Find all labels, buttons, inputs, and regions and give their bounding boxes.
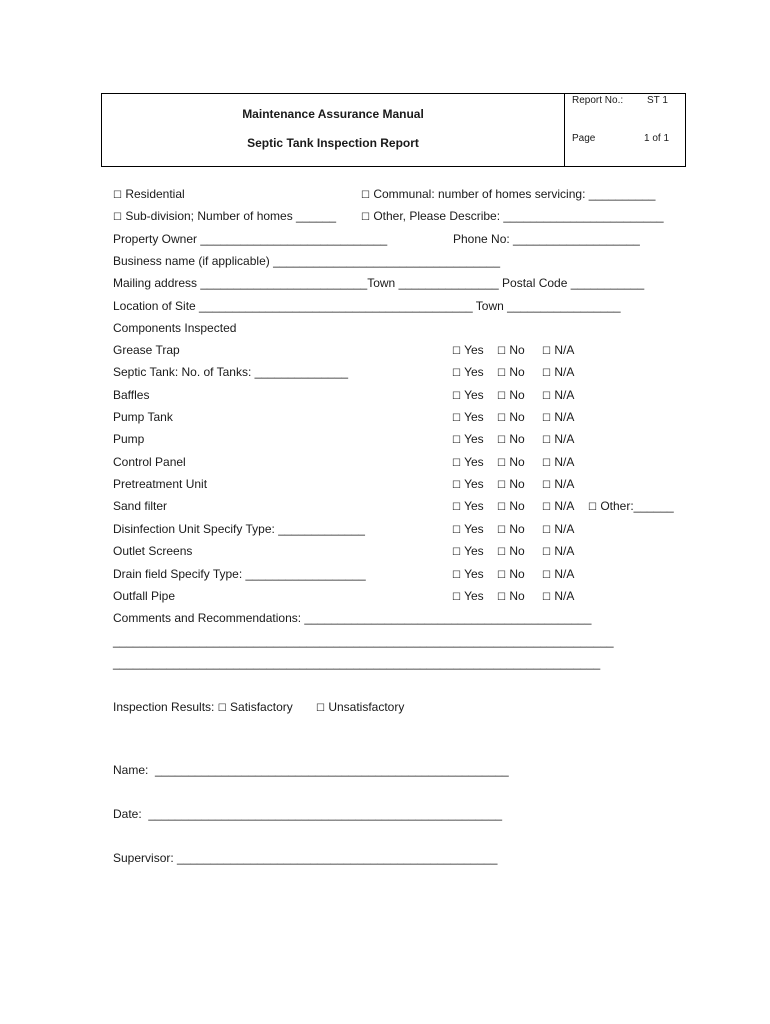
component-item[interactable] — [113, 388, 149, 402]
option-na[interactable] — [542, 343, 574, 357]
option-yes[interactable] — [452, 499, 484, 513]
option-no[interactable] — [497, 589, 525, 603]
option-na[interactable] — [542, 522, 574, 536]
component-item[interactable] — [113, 589, 175, 603]
option-no-label: No — [509, 432, 525, 446]
option-na-label: N/A — [554, 499, 575, 513]
option-no[interactable] — [497, 522, 525, 536]
option-no-label: No — [509, 343, 525, 357]
comments-line-2[interactable]: ___________________________________________________________________________ — [113, 634, 614, 648]
component-item[interactable] — [113, 544, 192, 558]
option-yes[interactable] — [452, 567, 484, 581]
option-yes[interactable] — [452, 365, 484, 379]
option-na-label: N/A — [554, 455, 575, 469]
option-yes-label: Yes — [464, 432, 484, 446]
communal-label: Communal: number of homes servicing: __________ — [373, 187, 656, 201]
checkbox-no[interactable]: ☐ — [497, 368, 506, 379]
checkbox-na[interactable]: ☐ — [542, 525, 551, 536]
option-na[interactable] — [542, 388, 574, 402]
option-no[interactable] — [497, 455, 525, 469]
option-yes-label: Yes — [464, 589, 484, 603]
option-na-label: N/A — [554, 365, 575, 379]
option-yes[interactable] — [452, 522, 484, 536]
option-yes-label: Yes — [464, 365, 484, 379]
report-no-value: ST 1 — [647, 95, 668, 106]
component-item[interactable] — [113, 499, 167, 513]
inspection-results-label: Inspection Results: — [113, 700, 215, 714]
component-label: Control Panel — [113, 455, 186, 469]
component-label: Sand filter — [113, 499, 168, 513]
option-yes-label: Yes — [464, 410, 484, 424]
other-option[interactable] — [361, 209, 664, 223]
component-label: Pump — [113, 432, 145, 446]
component-label: Grease Trap — [113, 343, 180, 357]
checkbox-yes[interactable]: ☐ — [452, 346, 461, 357]
location-of-site-field[interactable]: Location of Site _________________________________________ Town _________________ — [113, 299, 621, 313]
checkbox-yes[interactable]: ☐ — [452, 502, 461, 513]
mailing-address-field[interactable]: Mailing address _________________________Town _______________ Postal Code ___________ — [113, 276, 645, 290]
other-checkbox[interactable]: ☐ — [361, 212, 370, 223]
option-no[interactable] — [497, 544, 525, 558]
unsatisfactory-checkbox[interactable]: ☐ — [316, 703, 325, 714]
option-no-label: No — [509, 410, 525, 424]
option-other[interactable] — [588, 499, 674, 513]
component-item[interactable] — [113, 432, 144, 446]
component-label: Outfall Pipe — [113, 589, 176, 603]
checkbox-no[interactable]: ☐ — [497, 547, 506, 558]
option-yes[interactable] — [452, 388, 484, 402]
name-field[interactable]: Name: _____________________________________________________ — [113, 763, 509, 777]
checkbox-no[interactable]: ☐ — [497, 592, 506, 603]
option-yes[interactable] — [452, 432, 484, 446]
report-title: Septic Tank Inspection Report — [247, 136, 419, 150]
option-no-label: No — [509, 477, 525, 491]
inspection-results — [113, 700, 293, 714]
comments-line-3[interactable]: _________________________________________________________________________ — [113, 656, 601, 670]
option-no[interactable] — [497, 343, 525, 357]
subdivision-checkbox[interactable]: ☐ — [113, 212, 122, 223]
checkbox-yes[interactable]: ☐ — [452, 525, 461, 536]
checkbox-na[interactable]: ☐ — [542, 480, 551, 491]
option-no[interactable] — [497, 432, 525, 446]
option-yes-label: Yes — [464, 544, 484, 558]
checkbox-no[interactable]: ☐ — [497, 502, 506, 513]
option-na[interactable] — [542, 410, 574, 424]
option-na-label: N/A — [554, 567, 575, 581]
option-na[interactable] — [542, 365, 574, 379]
checkbox-na[interactable]: ☐ — [542, 547, 551, 558]
component-label: Baffles — [113, 388, 150, 402]
component-item[interactable] — [113, 365, 348, 379]
option-yes[interactable] — [452, 410, 484, 424]
option-no-label: No — [509, 365, 525, 379]
checkbox-na[interactable]: ☐ — [542, 570, 551, 581]
header-title-cell — [102, 94, 565, 166]
communal-option[interactable] — [361, 187, 655, 201]
option-no-label: No — [509, 589, 525, 603]
option-yes-label: Yes — [464, 343, 484, 357]
option-yes-label: Yes — [464, 522, 484, 536]
option-no-label: No — [509, 388, 525, 402]
option-no[interactable] — [497, 388, 525, 402]
component-item[interactable] — [113, 522, 365, 536]
option-yes-label: Yes — [464, 477, 484, 491]
option-na-label: N/A — [554, 589, 575, 603]
checkbox-yes[interactable]: ☐ — [452, 592, 461, 603]
checkbox-yes[interactable]: ☐ — [452, 458, 461, 469]
checkbox-yes[interactable]: ☐ — [452, 368, 461, 379]
checkbox-na[interactable]: ☐ — [542, 413, 551, 424]
component-label: Septic Tank: No. of Tanks: ______________ — [113, 365, 349, 379]
option-no-label: No — [509, 455, 525, 469]
option-no[interactable] — [497, 365, 525, 379]
checkbox-no[interactable]: ☐ — [497, 480, 506, 491]
option-other-label: Other:______ — [600, 499, 674, 513]
option-no-label: No — [509, 544, 525, 558]
checkbox-na[interactable]: ☐ — [542, 458, 551, 469]
phone-no-field[interactable]: Phone No: ___________________ — [453, 232, 640, 246]
option-yes-label: Yes — [464, 499, 484, 513]
checkbox-no[interactable]: ☐ — [497, 391, 506, 402]
component-item[interactable] — [113, 455, 186, 469]
checkbox-no[interactable]: ☐ — [497, 346, 506, 357]
option-na-label: N/A — [554, 522, 575, 536]
option-yes[interactable] — [452, 477, 484, 491]
option-na[interactable] — [542, 567, 574, 581]
subdivision-option[interactable] — [113, 209, 336, 223]
checkbox-na[interactable]: ☐ — [542, 368, 551, 379]
component-label: Outlet Screens — [113, 544, 193, 558]
option-yes-label: Yes — [464, 388, 484, 402]
report-no-label: Report No.: — [572, 95, 624, 106]
option-yes[interactable] — [452, 343, 484, 357]
option-na[interactable] — [542, 589, 574, 603]
page-value: 1 of 1 — [644, 133, 670, 144]
checkbox-yes[interactable]: ☐ — [452, 413, 461, 424]
option-yes-label: Yes — [464, 567, 484, 581]
checkbox-na[interactable]: ☐ — [542, 592, 551, 603]
option-yes-label: Yes — [464, 455, 484, 469]
component-item[interactable] — [113, 477, 207, 491]
checkbox-no[interactable]: ☐ — [497, 458, 506, 469]
option-na-label: N/A — [554, 388, 575, 402]
residential-label: Residential — [125, 187, 185, 201]
checkbox-no[interactable]: ☐ — [497, 435, 506, 446]
option-na[interactable] — [542, 432, 574, 446]
option-na[interactable] — [542, 544, 574, 558]
property-owner-field[interactable]: Property Owner ____________________________ — [113, 232, 388, 246]
business-name-field[interactable]: Business name (if applicable) __________________________________ — [113, 254, 500, 268]
checkbox-na[interactable]: ☐ — [542, 502, 551, 513]
component-label: Drain field Specify Type: __________________ — [113, 567, 366, 581]
component-label: Pretreatment Unit — [113, 477, 208, 491]
checkbox-no[interactable]: ☐ — [497, 413, 506, 424]
report-header — [101, 93, 686, 167]
option-na-label: N/A — [554, 432, 575, 446]
unsatisfactory-label: Unsatisfactory — [328, 700, 405, 714]
checkbox-other[interactable]: ☐ — [588, 502, 597, 513]
component-label: Disinfection Unit Specify Type: _____________ — [113, 522, 365, 536]
option-no[interactable] — [497, 477, 525, 491]
checkbox-yes[interactable]: ☐ — [452, 480, 461, 491]
page-label: Page — [572, 133, 596, 144]
checkbox-yes[interactable]: ☐ — [452, 435, 461, 446]
option-na[interactable] — [542, 455, 574, 469]
checkbox-yes[interactable]: ☐ — [452, 547, 461, 558]
checkbox-no[interactable]: ☐ — [497, 525, 506, 536]
unsatisfactory-option[interactable] — [316, 700, 404, 714]
option-na[interactable] — [542, 477, 574, 491]
components-heading: Components Inspected — [113, 321, 237, 335]
checkbox-na[interactable]: ☐ — [542, 391, 551, 402]
component-item[interactable] — [113, 410, 173, 424]
option-no-label: No — [509, 499, 525, 513]
satisfactory-checkbox[interactable]: ☐ — [217, 703, 227, 714]
manual-title: Maintenance Assurance Manual — [242, 107, 424, 121]
option-na-label: N/A — [554, 410, 575, 424]
checkbox-yes[interactable]: ☐ — [452, 570, 461, 581]
option-no-label: No — [509, 567, 525, 581]
option-no-label: No — [509, 522, 525, 536]
option-yes[interactable] — [452, 455, 484, 469]
component-item[interactable] — [113, 567, 366, 581]
residential-option[interactable] — [113, 187, 185, 201]
communal-checkbox[interactable]: ☐ — [361, 190, 370, 201]
date-field[interactable]: Date: _____________________________________________________ — [113, 807, 503, 821]
supervisor-field[interactable]: Supervisor: ________________________________________________ — [113, 851, 498, 865]
satisfactory-label: Satisfactory — [230, 700, 293, 714]
checkbox-no[interactable]: ☐ — [497, 570, 506, 581]
checkbox-na[interactable]: ☐ — [542, 435, 551, 446]
checkbox-na[interactable]: ☐ — [542, 346, 551, 357]
option-yes[interactable] — [452, 589, 484, 603]
option-na-label: N/A — [554, 343, 575, 357]
other-label: Other, Please Describe: ________________________ — [373, 209, 664, 223]
option-no[interactable] — [497, 410, 525, 424]
option-na-label: N/A — [554, 544, 575, 558]
checkbox-yes[interactable]: ☐ — [452, 391, 461, 402]
subdivision-label: Sub-division; Number of homes ______ — [125, 209, 337, 223]
option-na[interactable] — [542, 499, 574, 513]
residential-checkbox[interactable]: ☐ — [113, 190, 122, 201]
component-label: Pump Tank — [113, 410, 173, 424]
option-yes[interactable] — [452, 544, 484, 558]
option-na-label: N/A — [554, 477, 575, 491]
comments-field[interactable]: Comments and Recommendations: ___________________________________________ — [113, 611, 592, 625]
component-item[interactable] — [113, 343, 180, 357]
option-no[interactable] — [497, 499, 525, 513]
option-no[interactable] — [497, 567, 525, 581]
